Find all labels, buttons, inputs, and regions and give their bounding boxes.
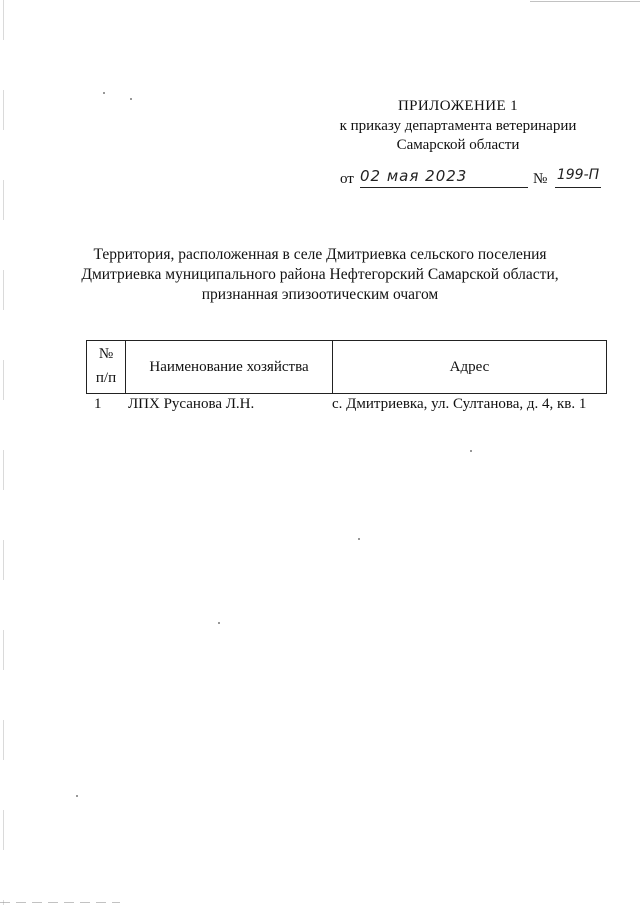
scan-edge-left [3, 0, 4, 905]
table-header [86, 340, 607, 394]
scan-edge-bottom [0, 902, 120, 903]
scan-speck [76, 795, 78, 797]
appendix-line-2: Самарской области [396, 137, 520, 153]
handwritten-number: 199-П [555, 167, 601, 188]
number-label: № [533, 171, 548, 187]
document-heading [60, 245, 580, 305]
heading-line-2: Дмитриевка муниципального района Нефтегорский Самарской области, [81, 266, 559, 283]
handwritten-date: 02 мая 2023 [360, 167, 528, 188]
heading-line-3: признанная эпизоотическим очагом [201, 286, 439, 303]
scan-speck [218, 622, 220, 624]
row-farm-name: ЛПХ Русанова Л.Н. [128, 396, 255, 412]
scan-speck [103, 92, 105, 94]
row-number: 1 [94, 396, 102, 412]
order-reference [340, 167, 602, 191]
col-name-header: Наименование хозяйства [126, 341, 333, 393]
appendix-line-1: к приказу департамента ветеринарии [339, 118, 577, 134]
col-number-header [87, 341, 126, 393]
col-number-symbol: № [98, 346, 114, 362]
appendix-title: ПРИЛОЖЕНИЕ 1 [397, 98, 519, 114]
appendix-header [318, 97, 598, 155]
scan-speck [358, 538, 360, 540]
farms-table [86, 340, 607, 416]
table-row [86, 394, 607, 416]
scan-speck [130, 98, 132, 100]
heading-line-1: Территория, расположенная в селе Дмитриевка сельского поселения [93, 246, 547, 263]
scan-speck [470, 450, 472, 452]
col-address-header: Адрес [449, 358, 490, 375]
scan-edge-top [530, 1, 640, 2]
col-number-abbrev: п/п [95, 370, 117, 386]
date-label: от [340, 171, 354, 187]
row-address: с. Дмитриевка, ул. Султанова, д. 4, кв. 1 [332, 396, 587, 412]
